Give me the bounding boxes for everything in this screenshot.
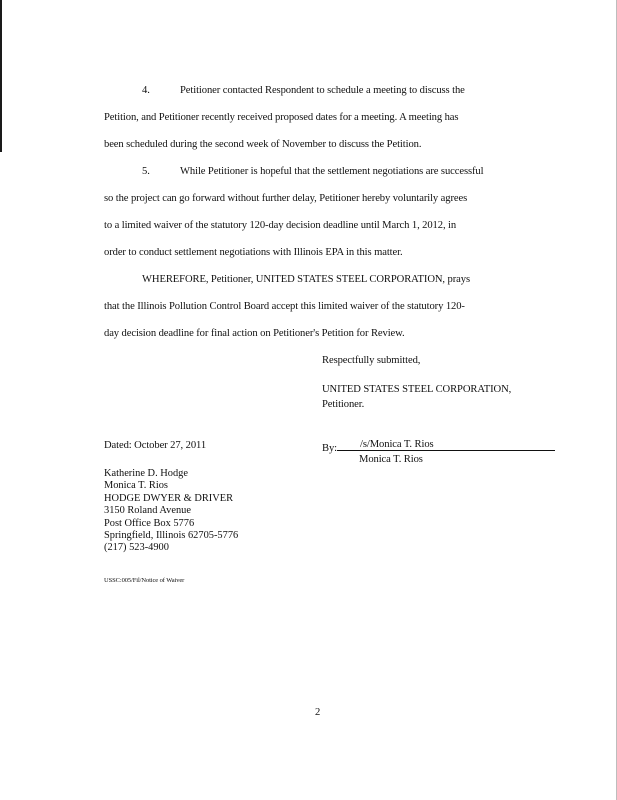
counsel-line: HODGE DWYER & DRIVER (104, 492, 234, 504)
counsel-line: Katherine D. Hodge (104, 468, 188, 479)
counsel-line: 3150 Roland Avenue (104, 505, 191, 517)
paragraph-5-line-4: order to conduct settlement negotiations with Illinois EPA in this matter. (104, 247, 403, 258)
company-name: UNITED STATES STEEL CORPORATION, (322, 384, 512, 395)
signature-rule (337, 439, 555, 451)
paragraph-5-line-3: to a limited waiver of the statutory 120-day decision deadline until March 1, 2012, in (104, 220, 457, 231)
counsel-line: Post Office Box 5776 (104, 517, 195, 529)
scan-edge-artifact (0, 0, 2, 152)
counsel-line: (217) 523-4900 (104, 542, 169, 554)
signer-name: Monica T. Rios (359, 454, 423, 465)
signature-line (322, 439, 555, 455)
wherefore-line-3: day decision deadline for final action on Petitioner's Petition for Review. (104, 328, 405, 339)
dated-line: Dated: October 27, 2011 (104, 440, 207, 451)
electronic-signature: /s/Monica T. Rios (360, 439, 434, 450)
wherefore-line-1: WHEREFORE, Petitioner, UNITED STATES STEEL CORPORATION, prays (142, 274, 470, 285)
paragraph-4-line-3: been scheduled during the second week of November to discuss the Petition. (104, 139, 422, 150)
paragraph-5-number: 5. (142, 166, 150, 177)
respectfully-submitted: Respectfully submitted, (322, 355, 421, 366)
by-label: By: (322, 443, 338, 454)
paragraph-4-line-2: Petition, and Petitioner recently received proposed dates for a meeting. A meeting has (104, 112, 459, 123)
file-reference: USSC:005/Fil/Notice of Waiver (104, 577, 185, 584)
petitioner-label: Petitioner. (322, 399, 365, 410)
paragraph-4-line-1: 4. Petitioner contacted Respondent to schedule a meeting to discuss the (142, 85, 465, 96)
paragraph-5-line-2: so the project can go forward without further delay, Petitioner hereby voluntarily agrees (104, 193, 468, 204)
page-number: 2 (315, 707, 321, 718)
counsel-block (104, 468, 238, 555)
wherefore-line-2: that the Illinois Pollution Control Board accept this limited waiver of the statutory 120- (104, 301, 465, 312)
counsel-line: Monica T. Rios (104, 480, 168, 492)
paragraph-4-number: 4. (142, 85, 150, 96)
counsel-line: Springfield, Illinois 62705-5776 (104, 530, 239, 542)
paragraph-5-line-1: 5. While Petitioner is hopeful that the settlement negotiations are successful (142, 166, 484, 177)
